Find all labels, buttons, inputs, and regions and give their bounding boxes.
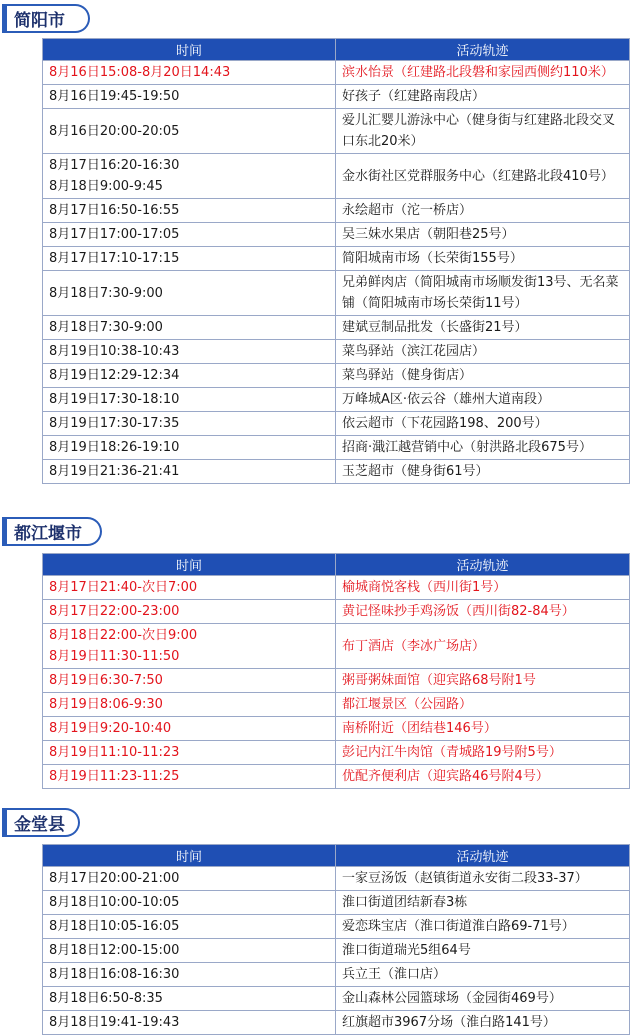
table-row xyxy=(43,316,630,340)
time-cell: 8月19日17:30-18:10 xyxy=(43,388,336,412)
trajectory-cell: 万峰城A区·依云谷（雄州大道南段） xyxy=(336,388,630,412)
time-cell: 8月17日17:00-17:05 xyxy=(43,223,336,247)
time-cell: 8月17日16:50-16:55 xyxy=(43,199,336,223)
trajectory-cell: 淮口街道团结新春3栋 xyxy=(336,891,630,915)
time-cell: 8月17日16:20-16:30 8月18日9:00-9:45 xyxy=(43,154,336,199)
time-cell: 8月16日20:00-20:05 xyxy=(43,109,336,154)
trajectory-cell: 菜鸟驿站（健身街店） xyxy=(336,364,630,388)
time-cell: 8月19日6:30-7:50 xyxy=(43,669,336,693)
column-header-trajectory: 活动轨迹 xyxy=(336,554,630,576)
table-row xyxy=(43,436,630,460)
table-row xyxy=(43,388,630,412)
trajectory-cell: 招商·濈江越营销中心（射洪路北段675号） xyxy=(336,436,630,460)
time-cell: 8月19日10:38-10:43 xyxy=(43,340,336,364)
table-row xyxy=(43,963,630,987)
itinerary-table xyxy=(42,38,630,484)
time-cell: 8月17日20:00-21:00 xyxy=(43,867,336,891)
table-row xyxy=(43,915,630,939)
time-cell: 8月19日11:10-11:23 xyxy=(43,741,336,765)
time-cell: 8月16日19:45-19:50 xyxy=(43,85,336,109)
table-row xyxy=(43,364,630,388)
trajectory-cell: 金水街社区党群服务中心（红建路北段410号） xyxy=(336,154,630,199)
time-cell: 8月19日21:36-21:41 xyxy=(43,460,336,484)
column-header-time: 时间 xyxy=(43,845,336,867)
trajectory-cell: 吴三妹水果店（朝阳巷25号） xyxy=(336,223,630,247)
time-cell: 8月18日10:05-16:05 xyxy=(43,915,336,939)
trajectory-cell: 永绘超市（沱一桥店） xyxy=(336,199,630,223)
trajectory-cell: 都江堰景区（公园路） xyxy=(336,693,630,717)
trajectory-cell: 建斌豆制品批发（长盛街21号） xyxy=(336,316,630,340)
time-cell: 8月19日9:20-10:40 xyxy=(43,717,336,741)
table-row xyxy=(43,765,630,789)
table-row xyxy=(43,412,630,436)
table-row xyxy=(43,939,630,963)
table-row xyxy=(43,199,630,223)
time-cell: 8月19日8:06-9:30 xyxy=(43,693,336,717)
table-row xyxy=(43,717,630,741)
trajectory-cell: 好孩子（红建路南段店） xyxy=(336,85,630,109)
table-row xyxy=(43,61,630,85)
trajectory-cell: 菜鸟驿站（滨江花园店） xyxy=(336,340,630,364)
trajectory-cell: 彭记内江牛肉馆（青城路19号附5号） xyxy=(336,741,630,765)
trajectory-cell: 爱恋珠宝店（淮口街道淮白路69-71号） xyxy=(336,915,630,939)
trajectory-cell: 爱儿汇婴儿游泳中心（健身街与红建路北段交叉口东北20米） xyxy=(336,109,630,154)
time-cell: 8月18日10:00-10:05 xyxy=(43,891,336,915)
trajectory-cell: 榆城商悦客栈（西川街1号） xyxy=(336,576,630,600)
time-cell: 8月18日6:50-8:35 xyxy=(43,987,336,1011)
time-cell: 8月17日22:00-23:00 xyxy=(43,600,336,624)
trajectory-cell: 简阳城南市场（长荣街155号） xyxy=(336,247,630,271)
column-header-time: 时间 xyxy=(43,39,336,61)
time-cell: 8月17日17:10-17:15 xyxy=(43,247,336,271)
trajectory-cell: 优配齐便利店（迎宾路46号附4号） xyxy=(336,765,630,789)
table-row xyxy=(43,154,630,199)
table-row xyxy=(43,741,630,765)
table-row xyxy=(43,693,630,717)
column-header-trajectory: 活动轨迹 xyxy=(336,39,630,61)
table-row xyxy=(43,109,630,154)
table-row xyxy=(43,223,630,247)
trajectory-cell: 粥哥粥妹面馆（迎宾路68号附1号 xyxy=(336,669,630,693)
trajectory-cell: 兵立王（淮口店） xyxy=(336,963,630,987)
trajectory-cell: 淮口街道瑞光5组64号 xyxy=(336,939,630,963)
table-row xyxy=(43,624,630,669)
time-cell: 8月18日7:30-9:00 xyxy=(43,316,336,340)
time-cell: 8月19日18:26-19:10 xyxy=(43,436,336,460)
trajectory-cell: 黄记怪味抄手鸡汤饭（西川街82-84号） xyxy=(336,600,630,624)
trajectory-cell: 一家豆汤饭（赵镇街道永安街二段33-37） xyxy=(336,867,630,891)
table-row xyxy=(43,247,630,271)
section-title: 都江堰市 xyxy=(2,517,102,546)
column-header-trajectory: 活动轨迹 xyxy=(336,845,630,867)
table-row xyxy=(43,340,630,364)
time-cell: 8月18日12:00-15:00 xyxy=(43,939,336,963)
time-cell: 8月19日12:29-12:34 xyxy=(43,364,336,388)
time-cell: 8月18日19:41-19:43 xyxy=(43,1011,336,1035)
trajectory-cell: 红旗超市3967分场（淮白路141号） xyxy=(336,1011,630,1035)
trajectory-cell: 布丁酒店（李冰广场店） xyxy=(336,624,630,669)
trajectory-cell: 玉芝超市（健身街61号） xyxy=(336,460,630,484)
table-row xyxy=(43,271,630,316)
table-row xyxy=(43,460,630,484)
column-header-time: 时间 xyxy=(43,554,336,576)
time-cell: 8月19日11:23-11:25 xyxy=(43,765,336,789)
itinerary-table xyxy=(42,553,630,789)
trajectory-cell: 滨水怡景（红建路北段磐和家园西侧约110米） xyxy=(336,61,630,85)
table-row xyxy=(43,891,630,915)
time-cell: 8月18日16:08-16:30 xyxy=(43,963,336,987)
table-row xyxy=(43,669,630,693)
time-cell: 8月18日22:00-次日9:00 8月19日11:30-11:50 xyxy=(43,624,336,669)
trajectory-cell: 依云超市（下花园路198、200号） xyxy=(336,412,630,436)
trajectory-cell: 南桥附近（团结巷146号） xyxy=(336,717,630,741)
trajectory-cell: 兄弟鲜肉店（简阳城南市场顺发街13号、无名菜铺（简阳城南市场长荣街11号） xyxy=(336,271,630,316)
section-title: 金堂县 xyxy=(2,808,80,837)
time-cell: 8月17日21:40-次日7:00 xyxy=(43,576,336,600)
table-row xyxy=(43,600,630,624)
table-row xyxy=(43,867,630,891)
section-title: 简阳市 xyxy=(2,4,90,33)
time-cell: 8月19日17:30-17:35 xyxy=(43,412,336,436)
itinerary-table xyxy=(42,844,630,1035)
time-cell: 8月16日15:08-8月20日14:43 xyxy=(43,61,336,85)
table-row xyxy=(43,987,630,1011)
table-row xyxy=(43,85,630,109)
table-row xyxy=(43,576,630,600)
trajectory-cell: 金山森林公园篮球场（金园街469号） xyxy=(336,987,630,1011)
time-cell: 8月18日7:30-9:00 xyxy=(43,271,336,316)
table-row xyxy=(43,1011,630,1035)
